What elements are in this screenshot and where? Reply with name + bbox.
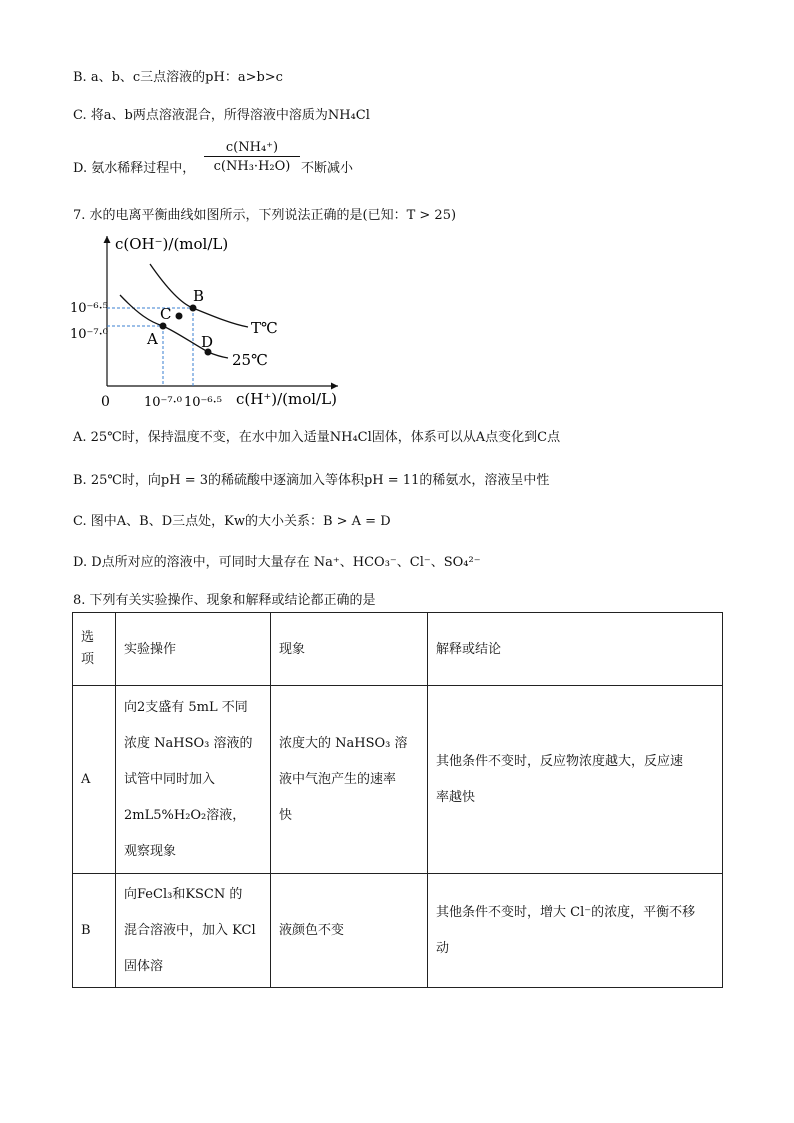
option-b-q6: B. a、b、c三点溶液的pH：a>b>c <box>73 70 283 85</box>
row-a-operation-line: 2mL5%H₂O₂溶液， <box>124 807 246 823</box>
curve-25-label: 25℃ <box>232 351 268 369</box>
option-c-formula: NH₄Cl <box>327 108 370 123</box>
row-b-operation-line: 向FeCl₃和KSCN 的 <box>124 886 243 902</box>
origin-label: 0 <box>101 394 110 410</box>
question-7-option-c: C. 图中A、B、D三点处，Kw的大小关系：B > A = D <box>73 514 391 529</box>
x-tick-high: 10⁻⁶·⁵ <box>184 395 222 410</box>
option-c-q6 <box>73 104 370 123</box>
row-b-operation-line: 固体溶 <box>124 958 164 974</box>
point-b-dot <box>190 305 197 312</box>
fraction-denominator: c(NH₃·H₂O) <box>213 159 291 174</box>
curve-T-label: T℃ <box>251 319 278 337</box>
row-a-operation-line: 试管中同时加入 <box>124 771 216 787</box>
x-tick-low: 10⁻⁷·⁰ <box>144 395 182 410</box>
header-conclusion: 解释或结论 <box>428 613 723 686</box>
row-b-conclusion <box>428 874 723 988</box>
x-axis-label: c(H⁺)/(mol/L) <box>236 390 337 408</box>
row-b-phenomenon-line: 液颜色不变 <box>279 922 345 938</box>
question-7-option-b: B. 25℃时，向pH = 3的稀硫酸中逐滴加入等体积pH = 11的稀氨水，溶液呈中性 <box>73 473 550 488</box>
row-a-phenomenon-line: 液中气泡产生的速率 <box>279 771 397 787</box>
fraction-numerator: c(NH₄⁺) <box>204 140 300 157</box>
header-operation: 实验操作 <box>116 613 271 686</box>
y-tick-high: 10⁻⁶·⁵ <box>70 301 108 316</box>
point-c-dot <box>176 313 183 320</box>
row-b-conclusion-line: 其他条件不变时，增大 Cl⁻的浓度，平衡不移 <box>436 904 696 920</box>
row-a-operation-line: 观察现象 <box>124 843 177 859</box>
row-a-operation <box>116 686 271 874</box>
point-b-label: B <box>193 287 205 305</box>
row-b-operation-line: 混合溶液中，加入 KCl <box>124 922 256 938</box>
option-d-suffix-q6: 不断减小 <box>301 161 354 176</box>
question-7-stem: 7. 水的电离平衡曲线如图所示，下列说法正确的是(已知：T > 25) <box>73 208 457 223</box>
table-row <box>73 874 723 988</box>
option-d-prefix-q6: D. 氨水稀释过程中， <box>73 161 196 176</box>
row-a-phenomenon-line: 浓度大的 NaHSO₃ 溶 <box>279 735 408 751</box>
row-b-option: B <box>73 874 116 988</box>
header-phenomenon: 现象 <box>271 613 428 686</box>
row-a-phenomenon-line: 快 <box>279 807 293 823</box>
row-a-option: A <box>73 686 116 874</box>
row-b-conclusion-line: 动 <box>436 940 450 956</box>
point-d-label: D <box>201 333 214 351</box>
table-row <box>73 686 723 874</box>
header-option <box>73 613 116 686</box>
row-b-phenomenon <box>271 874 428 988</box>
water-ionization-graph <box>60 226 360 416</box>
row-b-operation <box>116 874 271 988</box>
point-a-label: A <box>147 330 158 348</box>
question-7-option-a: A. 25℃时，保持温度不变，在水中加入适量NH₄Cl固体，体系可以从A点变化到C点 <box>73 430 561 445</box>
point-a-dot <box>160 323 167 330</box>
row-a-operation-line: 浓度 NaHSO₃ 溶液的 <box>124 735 253 751</box>
row-a-phenomenon <box>271 686 428 874</box>
experiment-table <box>72 612 723 988</box>
question-7-option-d: D. D点所对应的溶液中，可同时大量存在 Na⁺、HCO₃⁻、Cl⁻、SO₄²⁻ <box>73 555 481 570</box>
row-a-conclusion-line: 率越快 <box>436 789 476 805</box>
y-tick-low: 10⁻⁷·⁰ <box>70 327 108 342</box>
table-header-row <box>73 613 723 686</box>
point-c-label: C <box>160 305 172 323</box>
header-option-line2: 项 <box>81 652 95 667</box>
question-8-stem: 8. 下列有关实验操作、现象和解释或结论都正确的是 <box>73 593 376 608</box>
row-a-conclusion-line: 其他条件不变时，反应物浓度越大，反应速 <box>436 753 684 769</box>
option-d-fraction <box>204 140 300 174</box>
row-a-operation-line: 向2支盛有 5mL 不同 <box>124 699 248 715</box>
option-c-text: C. 将a、b两点溶液混合，所得溶液中溶质为 <box>73 108 328 123</box>
header-option-line1: 选 <box>81 630 95 645</box>
row-a-conclusion <box>428 686 723 874</box>
y-axis-label: c(OH⁻)/(mol/L) <box>115 235 229 253</box>
